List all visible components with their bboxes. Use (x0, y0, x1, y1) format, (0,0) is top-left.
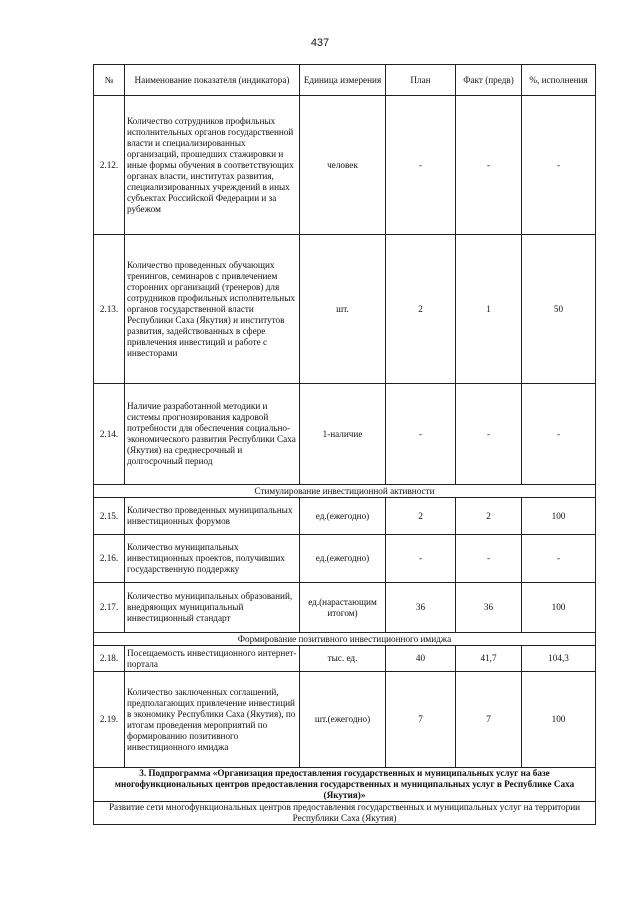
row-fact: 1 (456, 235, 522, 384)
subprogram-section-row (94, 802, 596, 825)
table-row (94, 583, 596, 633)
row-percent: 100 (522, 672, 596, 768)
row-unit: шт.(ежегодно) (300, 672, 386, 768)
row-fact: 2 (456, 498, 522, 535)
table-row (94, 535, 596, 583)
header-plan: План (386, 65, 456, 96)
table-row (94, 646, 596, 672)
row-num: 2.15. (94, 498, 125, 535)
subprogram-section-title: Развитие сети многофункциональных центров предоставления государственных и муниципальных услуг на территории Республики Саха (Якутия) (94, 802, 596, 825)
table-row (94, 96, 596, 235)
row-fact: 36 (456, 583, 522, 633)
row-unit: шт. (300, 235, 386, 384)
row-num: 2.19. (94, 672, 125, 768)
row-name: Количество заключенных соглашений, предполагающих привлечение инвестиций в экономику Республики Саха (Якутия), по итогам проведения мероприятий по формированию позитивного инвестиционного имиджа (125, 672, 300, 768)
table-row (94, 384, 596, 485)
indicators-table (93, 64, 596, 825)
row-unit: ед.(ежегодно) (300, 535, 386, 583)
subprogram-title: 3. Подпрограмма «Организация предоставления государственных и муниципальных услуг на базе многофункциональных центров предоставления государственных и муниципальных услуг в Республике Саха (Якутия)» (94, 768, 596, 802)
section-row (94, 485, 596, 498)
header-unit: Единица измерения (300, 65, 386, 96)
row-name: Количество муниципальных инвестиционных проектов, получивших государственную поддержку (125, 535, 300, 583)
row-plan: 2 (386, 235, 456, 384)
table-header-row (94, 65, 596, 96)
table-row (94, 235, 596, 384)
row-num: 2.18. (94, 646, 125, 672)
row-percent: - (522, 96, 596, 235)
table-row (94, 498, 596, 535)
row-percent: 100 (522, 498, 596, 535)
row-num: 2.12. (94, 96, 125, 235)
section-stimulation-title: Стимулирование инвестиционной активности (94, 485, 596, 498)
section-image-title: Формирование позитивного инвестиционного имиджа (94, 633, 596, 646)
row-plan: 7 (386, 672, 456, 768)
header-name: Наименование показателя (индикатора) (125, 65, 300, 96)
row-name: Количество сотрудников профильных исполнительных органов государственной власти и специализированных организаций, прошедших стажировки и иные формы обучения в соответствующих органах власти, институтах развития, специализированных учреждений в иных субъектах Российской Федерации и за рубежом (125, 96, 300, 235)
row-plan: 2 (386, 498, 456, 535)
row-num: 2.17. (94, 583, 125, 633)
row-plan: - (386, 535, 456, 583)
row-name: Наличие разработанной методики и системы прогнозирования кадровой потребности для обеспечения социально-экономического развития Республики Саха (Якутия) на среднесрочный и долгосрочный период (125, 384, 300, 485)
header-num: № (94, 65, 125, 96)
page-number: 437 (310, 37, 330, 49)
row-fact: - (456, 535, 522, 583)
row-percent: 50 (522, 235, 596, 384)
row-unit: тыс. ед. (300, 646, 386, 672)
row-num: 2.16. (94, 535, 125, 583)
row-name: Количество муниципальных образований, внедряющих муниципальный инвестиционный стандарт (125, 583, 300, 633)
row-fact: 7 (456, 672, 522, 768)
row-fact: - (456, 384, 522, 485)
row-plan: - (386, 384, 456, 485)
row-percent: - (522, 535, 596, 583)
subprogram-row (94, 768, 596, 802)
row-fact: - (456, 96, 522, 235)
row-plan: 36 (386, 583, 456, 633)
row-fact: 41,7 (456, 646, 522, 672)
header-percent: %, исполнения (522, 65, 596, 96)
row-unit: человек (300, 96, 386, 235)
header-fact: Факт (предв) (456, 65, 522, 96)
row-percent: 100 (522, 583, 596, 633)
row-num: 2.13. (94, 235, 125, 384)
section-row (94, 633, 596, 646)
row-percent: - (522, 384, 596, 485)
row-percent: 104,3 (522, 646, 596, 672)
row-unit: ед.(нарастающим итогом) (300, 583, 386, 633)
table-row (94, 672, 596, 768)
row-plan: - (386, 96, 456, 235)
row-num: 2.14. (94, 384, 125, 485)
row-unit: 1-наличие (300, 384, 386, 485)
row-unit: ед.(ежегодно) (300, 498, 386, 535)
row-name: Количество проведенных муниципальных инвестиционных форумов (125, 498, 300, 535)
row-name: Количество проведенных обучающих тренингов, семинаров с привлечением сторонних организаций (тренеров) для сотрудников профильных исполнительных органов государственной власти Республики Саха (Якутия) и институтов развития, задействованных в сфере привлечения инвестиций и работе с инвесторами (125, 235, 300, 384)
row-name: Посещаемость инвестиционного интернет-портала (125, 646, 300, 672)
row-plan: 40 (386, 646, 456, 672)
